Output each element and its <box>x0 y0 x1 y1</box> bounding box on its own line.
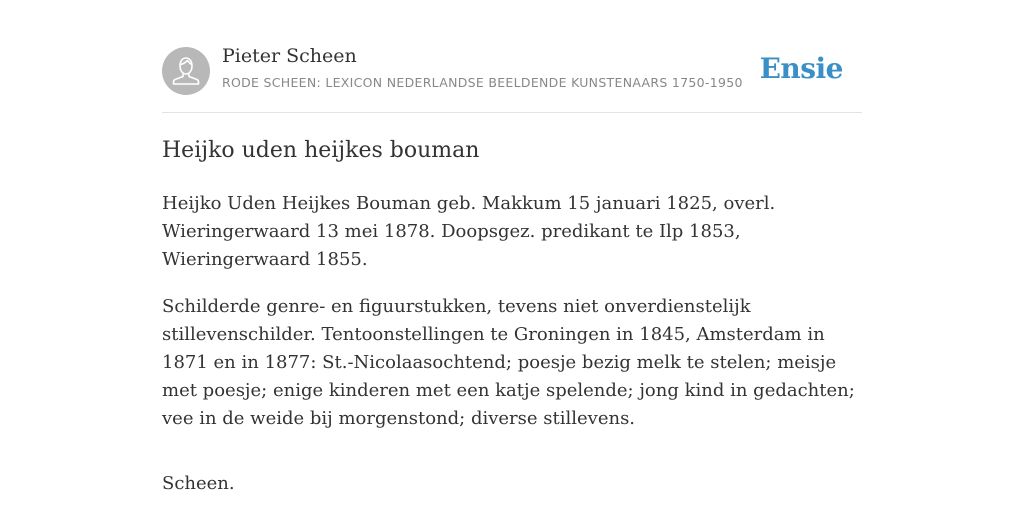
avatar[interactable] <box>162 47 210 95</box>
entry-card <box>162 0 862 494</box>
body-paragraph: Heijko Uden Heijkes Bouman geb. Makkum 15 januari 1825, overl. Wieringerwaard 13 mei 1878. Doopsgez. predikant te Ilp 1853, Wieringerwaard 1855. <box>162 193 776 270</box>
author-name[interactable]: Pieter Scheen <box>222 45 357 67</box>
body-paragraph: Schilderde genre- en figuurstukken, tevens niet onverdienstelijk stillevenschilder. Tentoonstellingen te Groningen in 1845, Amsterdam in 1871 en in 1877: St.-Nicolaasochtend; poesje bezig melk te stelen; meisje met poesje; enige kinderen met een katje spelende; jong kind in gedachten; vee in de weide bij morgenstond; diverse stillevens. <box>162 296 855 429</box>
signature: Scheen. <box>162 473 235 494</box>
entry-title: Heijko uden heijkes bouman <box>162 138 480 163</box>
entry-body <box>162 190 862 512</box>
brand-logo[interactable]: Ensie <box>759 52 843 85</box>
entry-header <box>162 0 862 113</box>
source-label[interactable]: RODE SCHEEN: LEXICON NEDERLANDSE BEELDENDE KUNSTENAARS 1750-1950 <box>222 75 743 90</box>
user-icon <box>162 47 210 95</box>
